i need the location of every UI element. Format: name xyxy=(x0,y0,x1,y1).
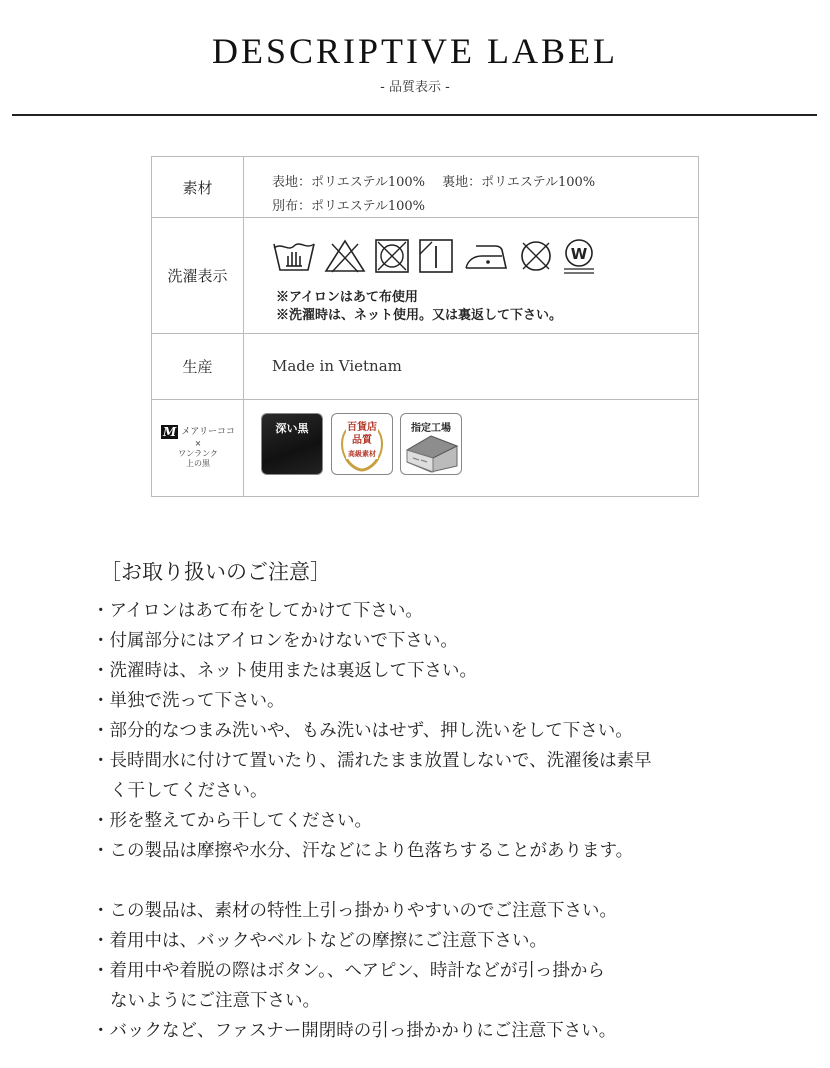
list-item: ・この製品は摩擦や水分、汗などにより色落ちすることがあります。 xyxy=(92,841,634,861)
list-item: く干してください。 xyxy=(110,781,268,801)
list-item: ないようにご注意下さい。 xyxy=(110,991,320,1011)
svg-text:W: W xyxy=(570,245,588,263)
washing-notes xyxy=(276,289,562,325)
list-item: ・着用中や着脱の際はボタン。、ヘアピン、時計などが引っ掛から xyxy=(92,961,605,981)
brand-tagline-1: ワンランク xyxy=(178,449,218,458)
list-item: ・洗濯時は、ネット使用または裏返して下さい。 xyxy=(92,661,477,681)
list-item: ・アイロンはあて布をしてかけて下さい。 xyxy=(92,601,423,621)
line-dry-shade-icon xyxy=(418,238,454,274)
care-instructions-heading: ［お取り扱いのご注意］ xyxy=(100,560,331,584)
no-bleach-icon xyxy=(324,238,366,274)
dept-seal-line-1: 百貨店 xyxy=(347,422,377,433)
no-dry-clean-icon xyxy=(518,238,554,274)
deep-black-label: 深い黒 xyxy=(275,422,309,435)
brand-times: × xyxy=(194,439,202,448)
material-heading: 素材 xyxy=(152,157,244,217)
no-tumble-dry-icon xyxy=(374,238,410,274)
low-iron-icon xyxy=(462,238,510,274)
list-item: ・この製品は、素材の特性上引っ掛かりやすいのでご注意下さい。 xyxy=(92,901,617,921)
material-line-1: 表地：ポリエステル100% 裏地：ポリエステル100% xyxy=(272,175,596,190)
production-heading: 生産 xyxy=(152,334,244,399)
material-line-2: 別布：ポリエステル100% xyxy=(272,199,425,214)
brand-block xyxy=(158,425,238,469)
dept-seal-line-3: 高級素材 xyxy=(348,449,376,458)
list-item: ・長時間水に付けて置いたり、濡れたまま放置しないで、洗濯後は素早 xyxy=(92,751,652,771)
list-item: ・着用中は、バックやベルトなどの摩擦にご注意下さい。 xyxy=(92,931,547,951)
title-divider xyxy=(12,114,817,116)
page-title: DESCRIPTIVE LABEL xyxy=(212,31,618,71)
dept-seal-line-2: 品質 xyxy=(352,435,372,446)
list-item: ・付属部分にはアイロンをかけないで下さい。 xyxy=(92,631,458,651)
care-symbols xyxy=(272,236,596,276)
hand-wash-icon xyxy=(272,238,316,274)
list-item: ・単独で洗って下さい。 xyxy=(92,691,285,711)
quality-seal-icon xyxy=(332,414,392,474)
list-item: ・部分的なつまみ洗いや、もみ洗いはせず、押し洗いをして下さい。 xyxy=(92,721,633,741)
descriptive-label-table xyxy=(151,156,699,497)
brand-logo-mark: M xyxy=(163,425,177,439)
brand-logo-text: メアリーココ xyxy=(181,427,235,437)
deep-black-badge xyxy=(261,413,323,475)
page-subtitle: - 品質表示 - xyxy=(380,80,450,95)
designated-factory-label: 指定工場 xyxy=(411,423,451,434)
list-spacer xyxy=(92,866,652,896)
designated-factory-badge xyxy=(400,413,462,475)
care-instructions-list xyxy=(92,596,652,1046)
department-store-quality-badge xyxy=(331,413,393,475)
list-item: ・バックなど、ファスナー開閉時の引っ掛かかりにご注意下さい。 xyxy=(92,1021,617,1041)
brand-tagline-2: 上の黒 xyxy=(186,459,210,468)
brand-logo xyxy=(158,425,238,439)
wet-clean-icon xyxy=(562,238,596,274)
washing-note-2: ※洗濯時は、ネット使用。又は裏返して下さい。 xyxy=(276,308,563,323)
list-item: ・形を整えてから干してください。 xyxy=(92,811,372,831)
production-value: Made in Vietnam xyxy=(272,357,402,375)
washing-heading: 洗濯表示 xyxy=(152,218,244,333)
factory-icon xyxy=(401,414,461,474)
washing-note-1: ※アイロンはあて布使用 xyxy=(276,290,418,305)
